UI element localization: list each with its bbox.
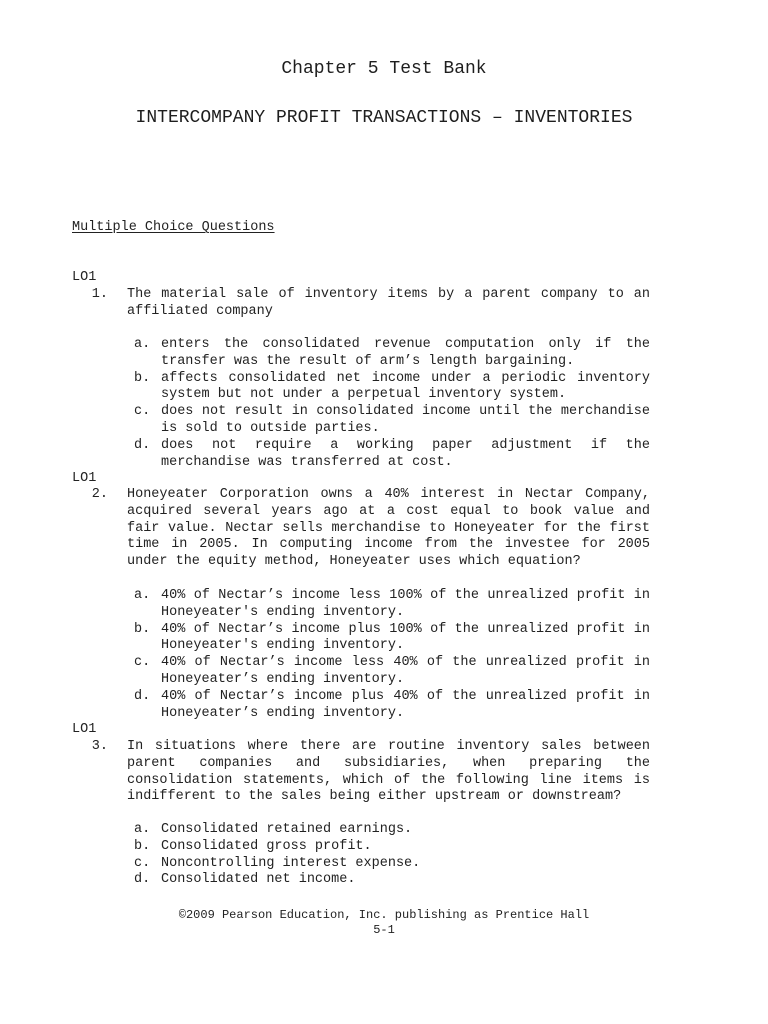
answer-choice — [134, 822, 650, 839]
choice-text: 40% of Nectar’s income less 100% of the unrealized profit in Honeyeater's ending inventory. — [161, 588, 650, 620]
choice-letter: b. — [134, 838, 151, 854]
choice-text: enters the consolidated revenue computation only if the transfer was the result of arm’s length bargaining. — [161, 337, 650, 369]
choice-text: Consolidated gross profit. — [161, 838, 372, 854]
answer-choices — [134, 588, 650, 722]
choice-text: Noncontrolling interest expense. — [161, 855, 421, 871]
answer-choices — [134, 337, 650, 471]
answer-choice — [134, 655, 650, 689]
choice-text: 40% of Nectar’s income plus 100% of the unrealized profit in Honeyeater's ending inventory. — [161, 621, 650, 654]
choice-letter: b. — [134, 370, 151, 386]
section-heading: Multiple Choice Questions — [72, 220, 275, 235]
learning-objective-tag: LO1 — [72, 270, 97, 285]
choice-text: affects consolidated net income under a periodic inventory system but not under a perpetual inventory system. — [161, 370, 650, 403]
answer-choice — [134, 337, 650, 371]
answer-choices — [134, 822, 650, 889]
choice-letter: d. — [134, 437, 151, 453]
answer-choice — [134, 839, 650, 856]
question-stem: The material sale of inventory items by a parent company to an affiliated company — [127, 287, 650, 319]
choice-letter: a. — [134, 337, 151, 352]
choice-text: Consolidated net income. — [161, 872, 356, 888]
answer-choice — [134, 689, 650, 723]
answer-choice — [134, 588, 650, 622]
choice-text: Consolidated retained earnings. — [161, 822, 413, 837]
question-number: 1. — [91, 287, 108, 302]
choice-letter: c. — [134, 404, 151, 420]
choice-text: does not result in consolidated income until the merchandise is sold to outside parties. — [161, 404, 650, 436]
question-number: 2. — [91, 487, 108, 502]
choice-letter: c. — [134, 655, 151, 671]
chapter-subtitle: INTERCOMPANY PROFIT TRANSACTIONS – INVENTORIES — [135, 108, 633, 128]
answer-choice — [134, 856, 650, 873]
choice-text: does not require a working paper adjustment if the merchandise was transferred at cost. — [161, 437, 650, 470]
choice-text: 40% of Nectar’s income less 40% of the unrealized profit in Honeyeater’s ending inventory. — [161, 655, 650, 687]
choice-letter: c. — [134, 855, 151, 871]
learning-objective-tag: LO1 — [72, 471, 97, 486]
choice-text: 40% of Nectar’s income plus 40% of the unrealized profit in Honeyeater’s ending inventory. — [161, 688, 650, 721]
answer-choice — [134, 622, 650, 656]
choice-letter: a. — [134, 588, 151, 603]
answer-choice — [134, 371, 650, 405]
learning-objective-tag: LO1 — [72, 722, 97, 737]
answer-choice — [134, 438, 650, 472]
choice-letter: d. — [134, 688, 151, 704]
copyright-notice: ©2009 Pearson Education, Inc. publishing as Prentice Hall — [178, 908, 590, 922]
choice-letter: d. — [134, 872, 151, 888]
page-title: Chapter 5 Test Bank — [281, 59, 487, 79]
answer-choice — [134, 404, 650, 438]
choice-letter: b. — [134, 621, 151, 637]
answer-choice — [134, 872, 650, 889]
question-number: 3. — [91, 739, 108, 754]
question-stem: In situations where there are routine inventory sales between parent companies and subsidiaries, when preparing the consolidation statements, which of the following line items is indifferent to the sales being either upstream or downstream? — [127, 739, 650, 805]
choice-letter: a. — [134, 822, 151, 837]
page-number: 5-1 — [373, 923, 395, 937]
question-stem: Honeyeater Corporation owns a 40% interest in Nectar Company, acquired several years ago at a cost equal to book value and fair value. Nectar sells merchandise to Honeyeater for the first time in 2005. In computing income from the investee for 2005 under the equity method, Honeyeater uses which equation? — [127, 487, 650, 570]
